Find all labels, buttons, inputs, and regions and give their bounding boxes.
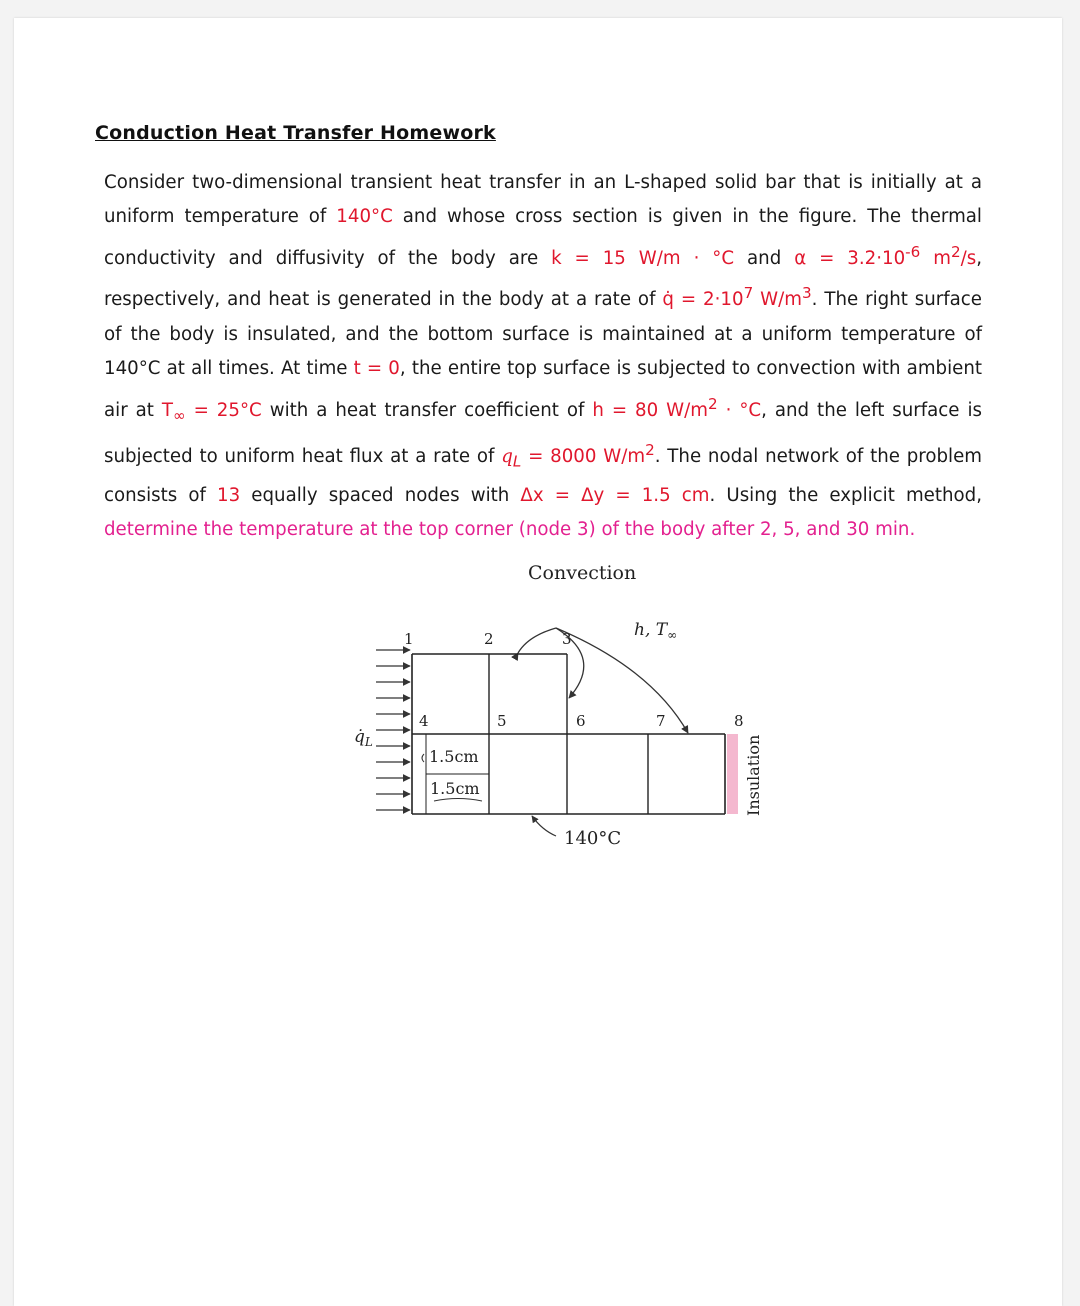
nodal-network-figure xyxy=(336,558,786,858)
dimension-label-dy: 1.5cm xyxy=(429,747,479,766)
value-node-spacing: Δx = Δy = 1.5 cm xyxy=(520,484,710,506)
text-segment: and whose cross section is given in the figure. The thermal conductivity and diffusivity of the body are xyxy=(104,206,982,269)
node-label-2: 2 xyxy=(484,630,494,648)
node-label-8: 8 xyxy=(734,712,744,730)
text-segment: . The right surface of the body is insulated, and the bottom surface is maintained at a uniform temperature of 140°C at all times. At time xyxy=(104,289,983,380)
value-diffusivity: $\alpha = 3.2\cdot 10^{-6}$ $m^2/s$ xyxy=(794,242,977,269)
text-segment: equally spaced nodes with xyxy=(240,484,521,506)
node-label-3: 3 xyxy=(562,630,572,648)
text-segment: Consider two-dimensional transient heat transfer in an L-shaped solid bar that is initially at a uniform temperature of xyxy=(104,172,982,228)
node-label-6: 6 xyxy=(576,712,586,730)
value-time-zero: t = 0 xyxy=(353,358,400,380)
text-segment: , the entire top surface is subjected to convection with ambient air at xyxy=(104,358,982,421)
value-heat-generation: q̇ = $2\cdot 10^7$ $W/m^3$ xyxy=(662,284,812,311)
text-segment: , respectively, and heat is generated in the body at a rate of xyxy=(104,247,983,311)
text-segment: . The nodal network of the problem consists of xyxy=(104,445,983,506)
problem-statement xyxy=(104,166,982,548)
text-segment: , and the left surface is subjected to uniform heat flux at a rate of xyxy=(104,399,982,467)
document-page xyxy=(14,18,1062,1306)
brace-bottom-icon xyxy=(434,799,482,802)
convection-label: Convection xyxy=(528,562,637,584)
document-title: Conduction Heat Transfer Homework xyxy=(95,122,496,144)
value-initial-temperature: 140°C xyxy=(336,206,393,228)
task-statement: determine the temperature at the top corner (node 3) of the body after 2, 5, and 30 min. xyxy=(104,519,916,541)
insulation-label: Insulation xyxy=(744,734,763,816)
node-label-7: 7 xyxy=(656,712,666,730)
bottom-temperature-label: 140°C xyxy=(564,828,622,849)
value-node-count: 13 xyxy=(217,484,241,506)
h-tinf-label: h, $T_\infty$ xyxy=(634,620,678,642)
node-label-4: 4 xyxy=(419,712,429,730)
node-label-1: 1 xyxy=(404,630,414,648)
value-conductivity: k = 15 W/m · °C xyxy=(551,247,735,269)
heat-flux-label: $q̇_L$ xyxy=(354,727,373,749)
value-heat-transfer-coefficient: h = 80 $W/m^2 \cdot ^\circ C$ xyxy=(592,394,762,421)
text-segment: with a heat transfer coefficient of xyxy=(261,399,593,421)
value-ambient-temperature: $T_\infty = 25^\circ C$ xyxy=(161,399,262,425)
brace-icon xyxy=(422,754,424,762)
bottom-temp-arrow xyxy=(532,816,556,836)
convection-arrow-1 xyxy=(518,628,556,653)
insulation-strip xyxy=(727,734,738,814)
text-segment: . Using the explicit method, xyxy=(709,484,982,506)
heat-flux-arrows xyxy=(376,650,410,810)
text-segment: and xyxy=(734,247,795,269)
dimension-label-dx: 1.5cm xyxy=(430,779,480,798)
node-label-5: 5 xyxy=(497,712,507,730)
value-heat-flux: $q_L = 8000$ $W/m^2$ xyxy=(501,440,655,471)
